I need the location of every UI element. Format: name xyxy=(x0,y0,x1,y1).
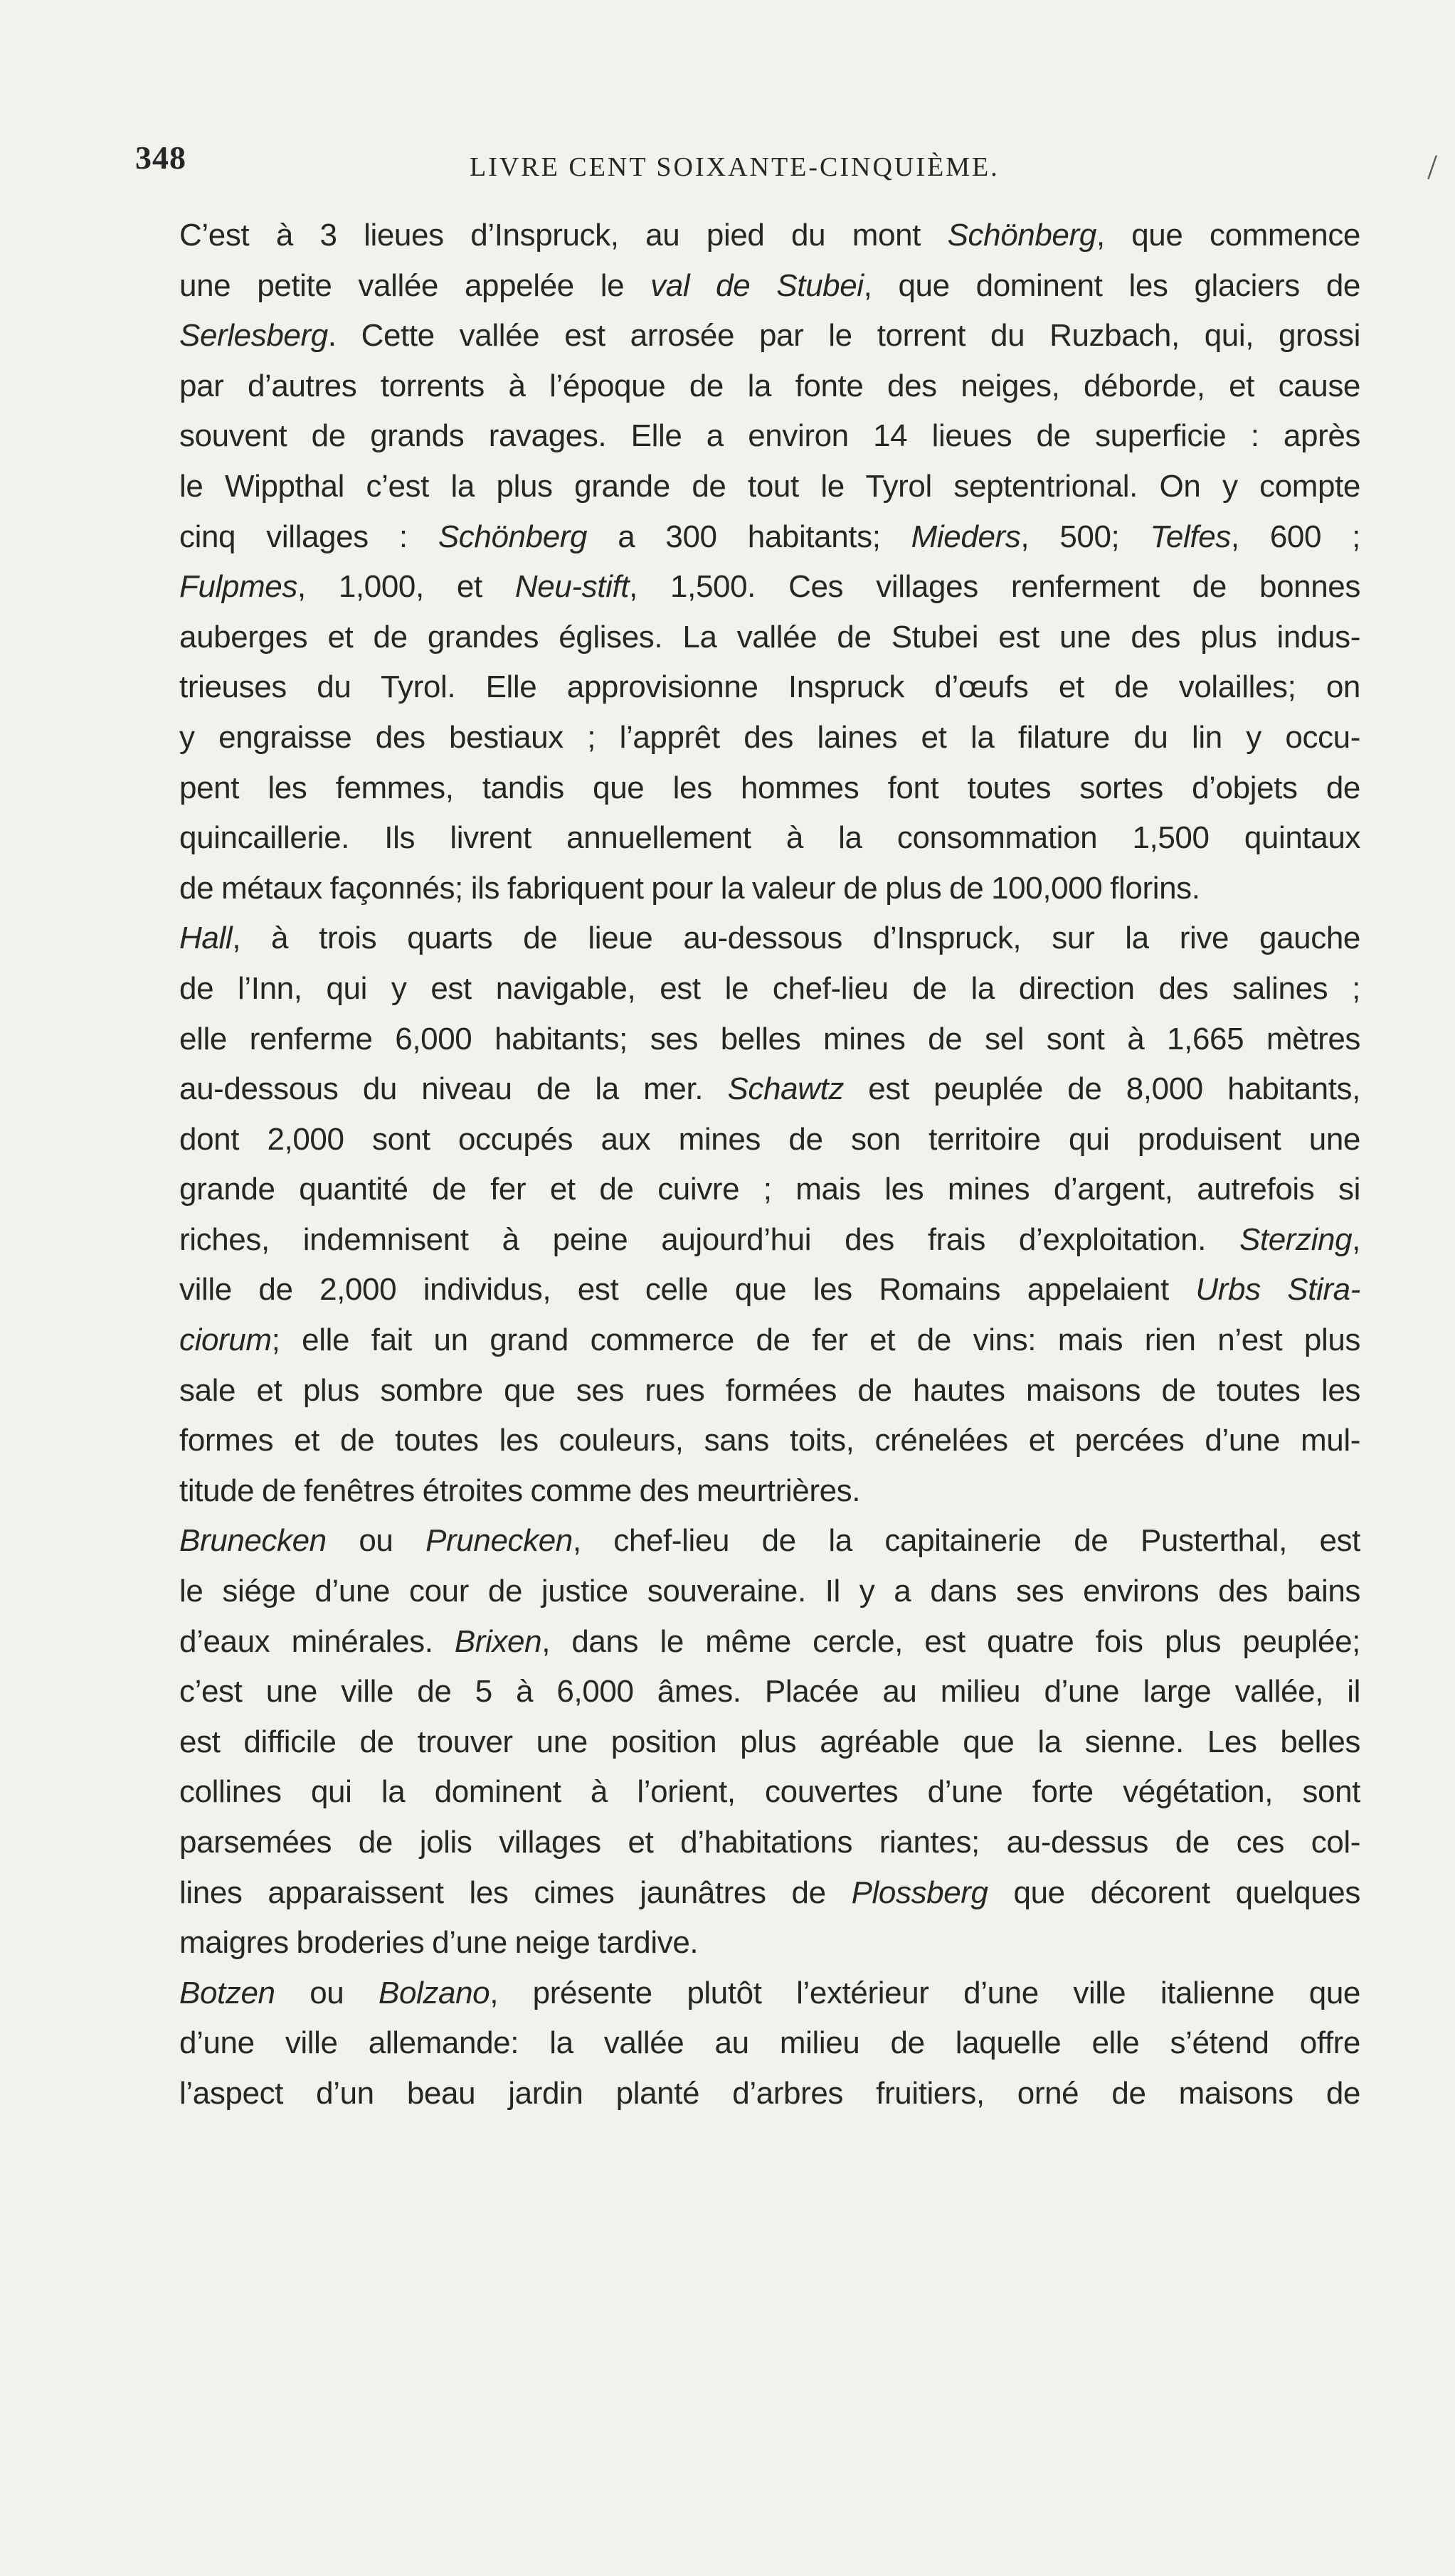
italic-name: Serlesberg xyxy=(179,318,328,354)
italic-name: Neu-stift xyxy=(514,569,630,605)
text-run: que décorent quelques xyxy=(988,1875,1360,1910)
text-line xyxy=(137,211,1360,261)
text-line xyxy=(137,2018,1360,2069)
text-line xyxy=(137,411,1360,462)
text-line xyxy=(137,864,1360,914)
margin-mark: / xyxy=(1427,147,1437,186)
text-run: , 1,500. Ces villages renferment de bonnes xyxy=(629,569,1360,605)
text-line xyxy=(137,964,1360,1014)
italic-name: val de Stubei xyxy=(650,267,864,303)
text-run: par d’autres torrents à l’époque de la fonte des neiges, déborde, et cause xyxy=(179,368,1360,403)
text-run: titude de fenêtres étroites comme des meurtrières. xyxy=(179,1473,861,1508)
text-run: , chef-lieu de la capitainerie de Pusterthal, est xyxy=(572,1523,1360,1559)
text-run: , 500; xyxy=(1020,519,1150,554)
paragraph xyxy=(137,1516,1360,1968)
text-run: au-dessous du niveau de la mer. xyxy=(179,1071,728,1107)
text-line xyxy=(137,813,1360,864)
text-run: ville de 2,000 individus, est celle que les Romains appelaient xyxy=(179,1272,1196,1308)
text-line xyxy=(137,1165,1360,1215)
text-line xyxy=(137,1014,1360,1065)
text-line xyxy=(137,1315,1360,1366)
text-run: , 600 ; xyxy=(1230,519,1360,554)
italic-name: Botzen xyxy=(179,1975,275,2010)
text-run: parsemées de jolis villages et d’habitations riantes; au-dessus de ces col- xyxy=(179,1825,1360,1860)
text-run: , dans le même cercle, est quatre fois plus peuplée; xyxy=(541,1623,1360,1659)
text-run: a 300 habitants; xyxy=(587,519,911,554)
italic-name: Hall xyxy=(179,921,233,956)
italic-name: Telfes xyxy=(1150,519,1231,554)
italic-name: Brunecken xyxy=(179,1523,327,1559)
text-line xyxy=(137,1064,1360,1115)
text-line xyxy=(137,1617,1360,1668)
text-run: collines qui la dominent à l’orient, couvertes d’une forte végétation, sont xyxy=(179,1774,1360,1810)
text-run: d’eaux minérales. xyxy=(179,1623,455,1659)
text-line xyxy=(137,361,1360,412)
text-run: sale et plus sombre que ses rues formées de hautes maisons de toutes les xyxy=(179,1372,1360,1408)
text-line xyxy=(137,1265,1360,1315)
text-run: . Cette vallée est arrosée par le torrent du Ruzbach, qui, grossi xyxy=(327,318,1360,354)
italic-name: Mieders xyxy=(911,519,1021,554)
text-run: l’aspect d’un beau jardin planté d’arbres fruitiers, orné de maisons de xyxy=(179,2075,1360,2111)
text-run: elle renferme 6,000 habitants; ses belles mines de sel sont à 1,665 mètres xyxy=(179,1021,1360,1056)
text-run: C’est à 3 lieues d’Inspruck, au pied du mont xyxy=(179,218,948,253)
text-run: , 1,000, et xyxy=(297,569,515,605)
text-run: de métaux façonnés; ils fabriquent pour la valeur de plus de 100,000 florins. xyxy=(179,870,1200,906)
text-run: , à trois quarts de lieue au-dessous d’Inspruck, sur la rive gauche xyxy=(232,921,1360,956)
text-run: est difficile de trouver une position plus agréable que la sienne. Les belles xyxy=(179,1724,1360,1759)
text-line xyxy=(137,1818,1360,1868)
text-line xyxy=(137,1767,1360,1818)
paragraph xyxy=(137,913,1360,1516)
text-line xyxy=(137,1667,1360,1717)
text-line xyxy=(137,1717,1360,1768)
italic-name: Bolzano xyxy=(379,1975,490,2010)
text-line xyxy=(137,512,1360,563)
text-run: le Wippthal c’est la plus grande de tout le Tyrol septentrional. On y compte xyxy=(179,468,1360,504)
text-line xyxy=(137,1416,1360,1466)
text-line xyxy=(137,763,1360,814)
text-run: ou xyxy=(326,1523,426,1559)
text-run: le siége d’une cour de justice souveraine. Il y a dans ses environs des bains xyxy=(179,1574,1360,1609)
text-line xyxy=(137,462,1360,512)
italic-name: Sterzing xyxy=(1239,1221,1353,1257)
text-run: pent les femmes, tandis que les hommes font toutes sortes d’objets de xyxy=(179,770,1360,805)
italic-name: Schawtz xyxy=(727,1071,844,1107)
text-line xyxy=(137,1366,1360,1416)
text-run: , que commence xyxy=(1096,218,1360,253)
text-line xyxy=(137,1918,1360,1968)
body-text xyxy=(137,211,1360,2119)
text-line xyxy=(137,562,1360,613)
text-line xyxy=(137,311,1360,361)
text-run: maigres broderies d’une neige tardive. xyxy=(179,1925,699,1961)
paragraph xyxy=(137,1968,1360,2119)
text-run: grande quantité de fer et de cuivre ; mais les mines d’argent, autrefois si xyxy=(179,1172,1360,1207)
text-run: une petite vallée appelée le xyxy=(179,267,651,303)
paragraph xyxy=(137,211,1360,913)
text-line xyxy=(137,713,1360,763)
italic-name: Schönberg xyxy=(438,519,588,554)
italic-name: Brixen xyxy=(454,1623,542,1659)
text-run: c’est une ville de 5 à 6,000 âmes. Placée au milieu d’une large vallée, il xyxy=(179,1674,1360,1710)
italic-name: Prunecken xyxy=(425,1523,573,1559)
text-run: quincaillerie. Ils livrent annuellement à la consommation 1,500 quintaux xyxy=(179,820,1360,856)
text-run: cinq villages : xyxy=(179,519,438,554)
text-run: , présente plutôt l’extérieur d’une ville italienne que xyxy=(490,1975,1360,2010)
italic-name: Urbs Stira- xyxy=(1195,1272,1360,1308)
text-line xyxy=(137,913,1360,964)
italic-name: Schönberg xyxy=(947,218,1096,253)
text-line xyxy=(137,261,1360,312)
page-number: 348 xyxy=(135,139,186,176)
text-run: riches, indemnisent à peine aujourd’hui des frais d’exploitation. xyxy=(179,1221,1239,1257)
text-run: auberges et de grandes églises. La vallée de Stubei est une des plus indus- xyxy=(179,619,1360,654)
text-run: trieuses du Tyrol. Elle approvisionne Inspruck d’œufs et de volailles; on xyxy=(179,669,1360,705)
page-header xyxy=(135,139,1437,189)
text-run: d’une ville allemande: la vallée au milieu de laquelle elle s’étend offre xyxy=(179,2025,1360,2061)
text-run: dont 2,000 sont occupés aux mines de son territoire qui produisent une xyxy=(179,1121,1360,1157)
text-run: , que dominent les glaciers de xyxy=(863,267,1361,303)
text-run: lines apparaissent les cimes jaunâtres de xyxy=(179,1875,852,1910)
text-run: , xyxy=(1352,1221,1360,1257)
italic-name: ciorum xyxy=(179,1323,272,1358)
text-line xyxy=(137,662,1360,713)
text-line xyxy=(137,1466,1360,1517)
text-run: souvent de grands ravages. Elle a environ 14 lieues de superficie : après xyxy=(179,418,1360,454)
text-run: ; elle fait un grand commerce de fer et de vins: mais rien n’est plus xyxy=(271,1323,1360,1358)
italic-name: Fulpmes xyxy=(179,569,297,605)
italic-name: Plossberg xyxy=(851,1875,988,1910)
text-line xyxy=(137,1567,1360,1617)
text-line xyxy=(137,1516,1360,1567)
text-line xyxy=(137,1115,1360,1165)
text-line xyxy=(137,613,1360,663)
text-line xyxy=(137,1968,1360,2019)
text-line xyxy=(137,1215,1360,1266)
text-line xyxy=(137,2069,1360,2119)
text-run: formes et de toutes les couleurs, sans toits, crénelées et percées d’une mul- xyxy=(179,1423,1360,1458)
text-run: de l’Inn, qui y est navigable, est le chef-lieu de la direction des salines ; xyxy=(179,970,1360,1006)
text-line xyxy=(137,1868,1360,1919)
running-title: LIVRE CENT SOIXANTE-CINQUIÈME. xyxy=(470,152,1000,182)
text-run: ou xyxy=(275,1975,379,2010)
text-run: y engraisse des bestiaux ; l’apprêt des laines et la filature du lin y occu- xyxy=(179,719,1360,755)
text-run: est peuplée de 8,000 habitants, xyxy=(843,1071,1360,1107)
